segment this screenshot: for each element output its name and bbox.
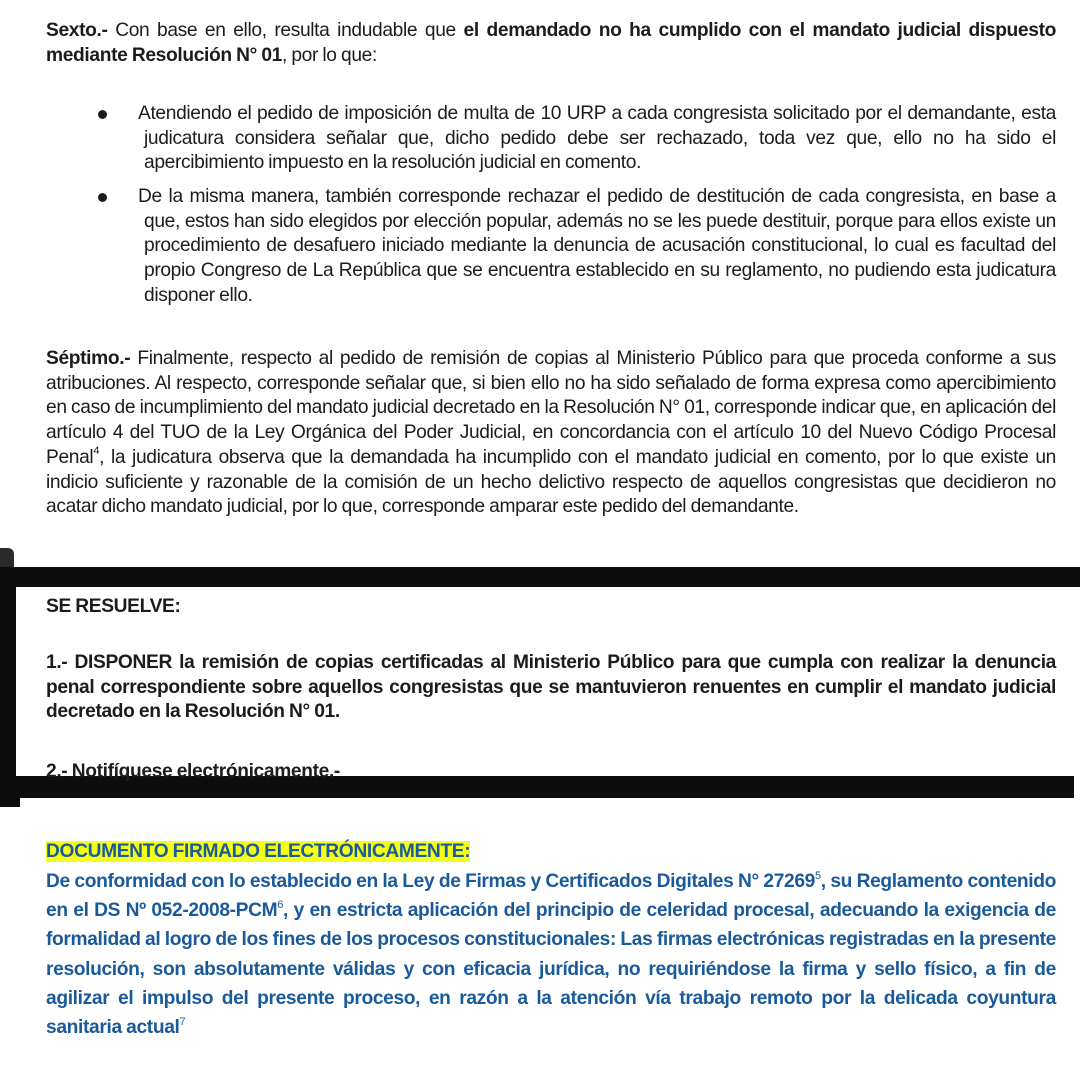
bullet-text: Atendiendo el pedido de imposición de multa de 10 URP a cada congresista solicitado por el demandante, esta judicatura considera señalar que, dicho pedido debe ser rechazado, toda vez que, ello no ha sido el apercibimiento impuesto en la resolución judicial en comento. [138, 103, 1056, 174]
sexto-text-2: , por lo que: [281, 44, 377, 66]
sexto-label: Sexto.- [46, 20, 108, 41]
firma-text-2: , su Reglamento contenido en el DS Nº 052-2008-PCM [46, 871, 1056, 922]
resuelve-item-1-text: 1.- DISPONER la remisión de copias certificadas al Ministerio Público para que cumpla con realizar la denuncia penal correspondiente sobre aquellos congresistas que se mantuvieron renuentes en cumplir el mandato judicial decretado en la Resolución N° 01. [46, 652, 1056, 723]
footnote-4: 4 [93, 445, 100, 458]
septimo-text-1: Finalmente, respecto al pedido de remisión de copias al Ministerio Público para que proceda conforme a sus atribuciones. Al respecto, corresponde señalar que, si bien ello no ha sido señalado de forma expresa como apercibimiento en caso de incumplimiento del mandato judicial decretado en la Resolución N° 01, corresponde indicar que, en aplicación del artículo 4 del TUO de la Ley Orgánica del Poder Judicial, en concordancia con el artículo 10 del Nuevo Código Procesal Penal [46, 348, 1056, 468]
sexto-bold-text: el demandado no ha cumplido con el mandato judicial dispuesto mediante Resolución N° 01 [46, 20, 1056, 66]
septimo-label: Séptimo.- [46, 348, 131, 369]
resuelve-item-2-text: 2.- Notifíquese electrónicamente.- [46, 761, 340, 782]
firma-heading [46, 840, 1056, 865]
firma-text-3: , y en estricta aplicación del principio de celeridad procesal, adecuando la exigencia de formalidad al logro de los fines de los procesos constitucionales: Las firmas electrónicas registradas en la presente resolución, son absolutamente válidas y con eficacia jurídica, no requiriéndose la firma y sello físico, a fin de agilizar el impulso del presente proceso, en razón a la atención vía trabajo remoto por la delicada coyuntura sanitaria actual [46, 900, 1056, 1039]
black-border-top [0, 567, 1080, 587]
septimo-text-2: , la judicatura observa que la demandada ha incumplido con el mandato judicial en comento, por lo que existe un indicio suficiente y razonable de la comisión de un hecho delictivo respecto de aquellos congresistas que decidieron no acatar dicho mandato judicial, por lo que, corresponde amparar este pedido del demandante. [46, 446, 1056, 518]
paragraph-septimo [46, 347, 1056, 520]
resuelve-item-1 [46, 651, 1056, 725]
paragraph-sexto [46, 19, 1056, 68]
resuelve-heading [46, 595, 1056, 620]
black-border-corner [0, 797, 20, 807]
firma-heading-text: DOCUMENTO FIRMADO ELECTRÓNICAMENTE: [46, 841, 471, 862]
footnote-6: 6 [277, 898, 284, 911]
sexto-text-1: Con base en ello, resulta indudable que [107, 20, 464, 41]
resuelve-heading-text: SE RESUELVE: [46, 596, 181, 617]
bullet-dot-icon [98, 193, 107, 202]
footnote-5: 5 [815, 869, 821, 882]
firma-text-1: De conformidad con lo establecido en la Ley de Firmas y Certificados Digitales N° 27269 [46, 871, 815, 892]
resuelve-item-2 [46, 760, 1056, 785]
bullet-text: De la misma manera, también corresponde rechazar el pedido de destitución de cada congresista, en base a que, estos han sido elegidos por elección popular, además no se les puede destituir, porque para ellos existe un procedimiento de desafuero iniciado mediante la denuncia de acusación constitucional, lo cual es facultad del propio Congreso de La República que se encuentra establecido en su reglamento, no pudiendo esta judicatura disponer ello. [138, 186, 1056, 306]
footnote-7: 7 [179, 1015, 186, 1028]
firma-paragraph [46, 867, 1056, 1042]
bullet-dot-icon [98, 110, 107, 119]
black-border-left [0, 580, 16, 800]
